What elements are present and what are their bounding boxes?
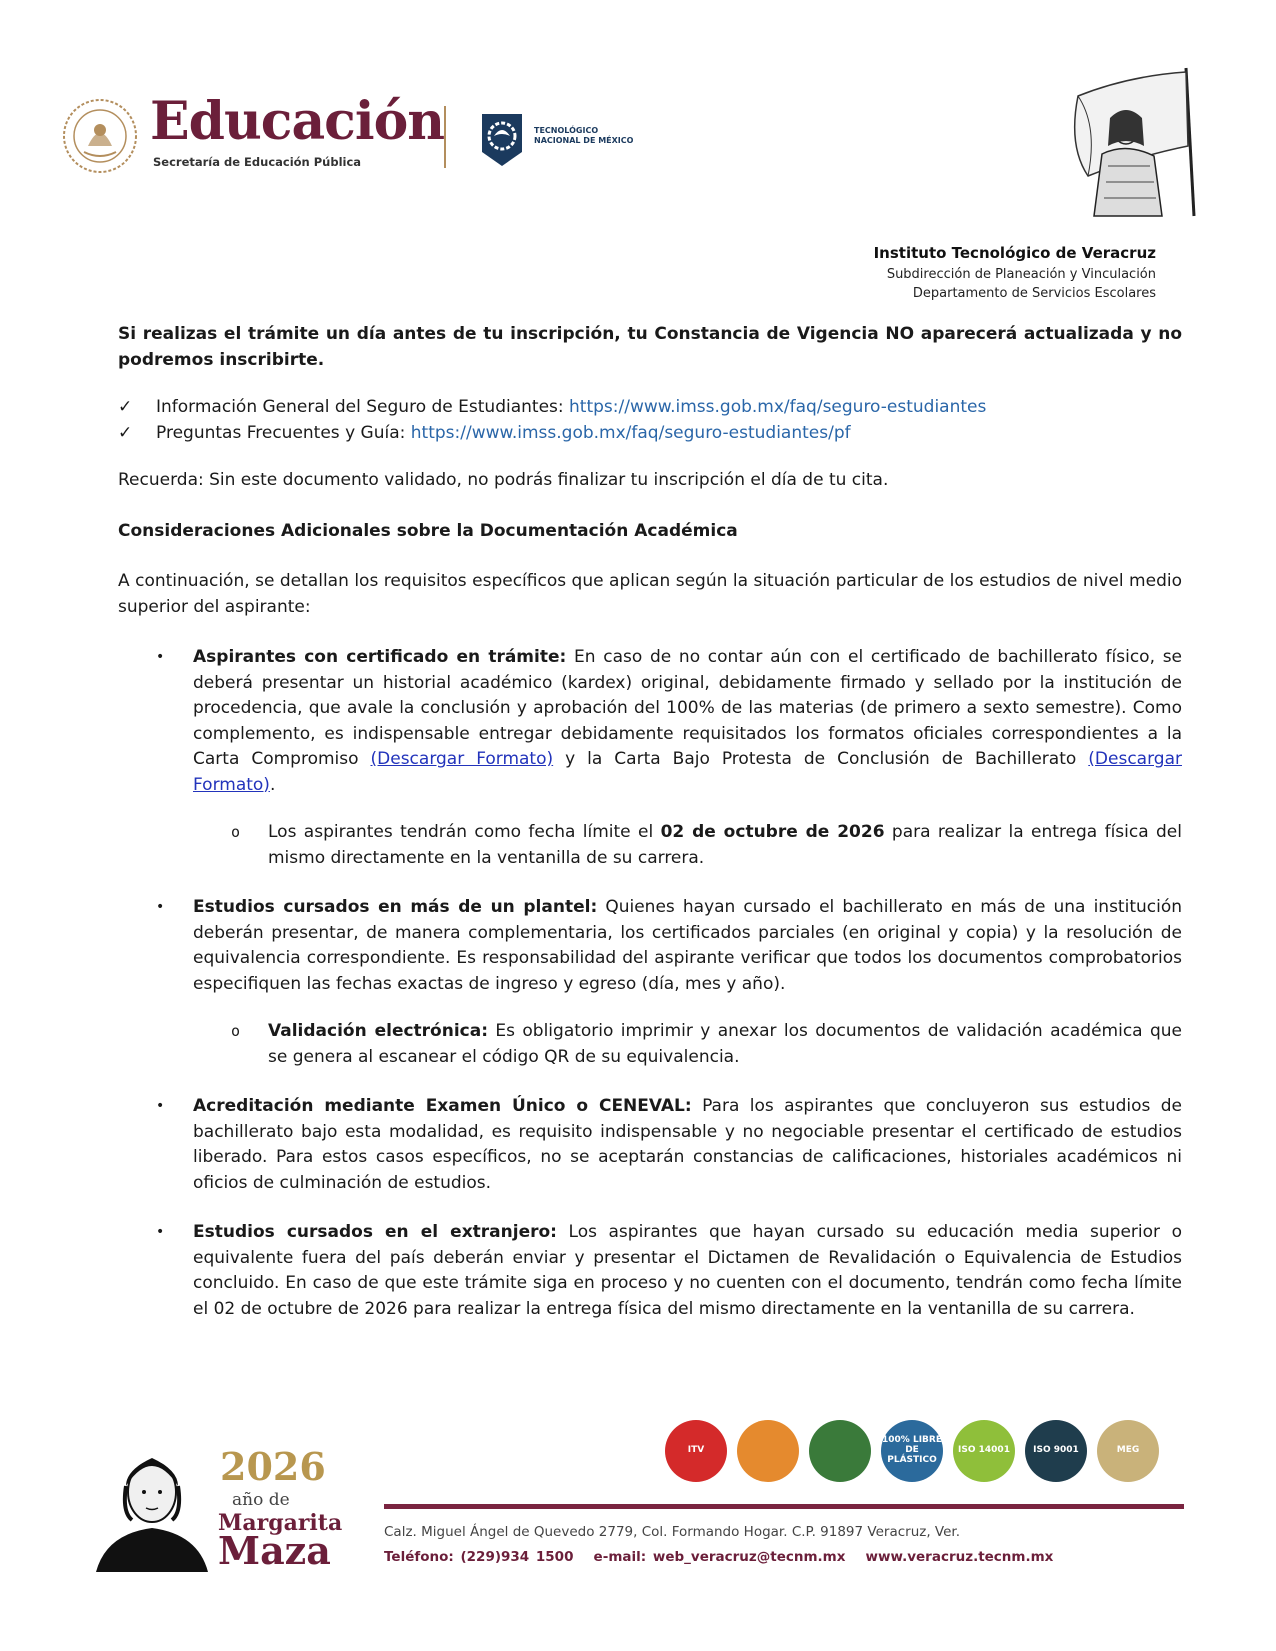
meg-seal-icon bbox=[1097, 1420, 1159, 1482]
institution-subdirection: Subdirección de Planeación y Vinculación bbox=[886, 266, 1156, 282]
intro-paragraph: A continuación, se detallan los requisitos específicos que aplican según la situación particular de los estudios de nivel medio superior del aspirante: bbox=[118, 571, 1182, 617]
bullet-title: Aspirantes con certificado en trámite: bbox=[193, 647, 567, 667]
footer-divider bbox=[384, 1504, 1184, 1509]
bullet-text: Para los aspirantes que concluyeron sus estudios de bachillerato bajo esta modalidad, es requisito indispensable y no negociable presentar el certificado de estudios liberado. Para estos casos específicos, no se aceptarán constancias de calificaciones, historiales académicos ni oficios de culminación de estudios. bbox=[193, 1096, 1182, 1193]
cert-label: ISO 14001 bbox=[958, 1445, 1010, 1456]
tecnm-line-2: NACIONAL DE MÉXICO bbox=[534, 136, 634, 145]
download-carta-protesta-link[interactable]: (Descargar Formato) bbox=[193, 749, 1182, 795]
deadline-date: 02 de octubre de 2026 bbox=[660, 822, 885, 842]
list-item bbox=[118, 645, 1182, 798]
list-item bbox=[118, 421, 1182, 447]
reminder-paragraph: Recuerda: Sin este documento validado, no podrás finalizar tu inscripción el día de tu cita. bbox=[118, 470, 889, 490]
document-body bbox=[118, 322, 1182, 1322]
bullet-icon: • bbox=[156, 1224, 165, 1240]
sub-text: Los aspirantes tendrán como fecha límite el bbox=[268, 822, 661, 842]
sub-bullet-icon: o bbox=[231, 1022, 241, 1040]
footer-address: Calz. Miguel Ángel de Quevedo 2779, Col. Formando Hogar. C.P. 91897 Veracruz, Ver. bbox=[384, 1524, 961, 1540]
itv-emblem-icon bbox=[665, 1420, 727, 1482]
checkmark-icon: ✓ bbox=[118, 397, 133, 417]
bullet-icon: • bbox=[156, 1098, 165, 1114]
bullet-icon: • bbox=[156, 899, 165, 915]
cert-label: ITV bbox=[687, 1445, 705, 1456]
links-list bbox=[118, 395, 1182, 446]
iso-14001-seal-icon bbox=[953, 1420, 1015, 1482]
bullet-text: y la Carta Bajo Protesta de Conclusión de Bachillerato bbox=[553, 749, 1089, 769]
imss-faq-link[interactable]: https://www.imss.gob.mx/faq/seguro-estudiantes/pf bbox=[410, 422, 851, 443]
list-item bbox=[118, 395, 1182, 421]
sub-text: para realizar la entrega física del mismo directamente en la ventanilla de su carrera. bbox=[268, 822, 1182, 868]
cert-label: ISO 9001 bbox=[1033, 1445, 1079, 1456]
section-title: Consideraciones Adicionales sobre la Documentación Académica bbox=[118, 520, 738, 541]
cert-label: MEG bbox=[1116, 1445, 1140, 1456]
bullet-text: . bbox=[269, 774, 276, 795]
bullet-text: Los aspirantes que hayan cursado su educación media superior o equivalente fuera del país deberán enviar y presentar el Dictamen de Revalidación o Equivalencia de Estudios concluido. En caso de que este trámite siga en proceso y no cuenten con el documento, tendrán como fecha límite el 02 de octubre de 2026 para realizar la entrega física del mismo directamente en la ventanilla de su carrera. bbox=[193, 1222, 1182, 1319]
brand-title: Educación bbox=[150, 91, 445, 152]
institution-department: Departamento de Servicios Escolares bbox=[912, 286, 1156, 301]
institution-name: Instituto Tecnológico de Veracruz bbox=[873, 244, 1156, 262]
maza-label: Maza bbox=[218, 1528, 331, 1573]
igualdad-laboral-seal-icon bbox=[737, 1420, 799, 1482]
download-carta-compromiso-link[interactable]: (Descargar Formato) bbox=[370, 749, 554, 769]
bullet-title: Estudios cursados en más de un plantel: bbox=[193, 897, 598, 917]
bullet-icon: • bbox=[156, 649, 165, 665]
list-item bbox=[118, 1094, 1182, 1196]
link-label: Preguntas Frecuentes y Guía: bbox=[156, 422, 411, 443]
bullet-title: Acreditación mediante Examen Único o CENEVAL: bbox=[193, 1096, 692, 1116]
year-2026: 2026 bbox=[220, 1444, 326, 1489]
sub-list-item bbox=[118, 1019, 1182, 1070]
heroine-with-flag-illustration bbox=[1058, 66, 1208, 218]
tecnm-wordmark bbox=[534, 126, 633, 146]
checkmark-icon: ✓ bbox=[118, 422, 133, 443]
brand-subtitle: Secretaría de Educación Pública bbox=[153, 155, 362, 169]
imss-general-link[interactable]: https://www.imss.gob.mx/faq/seguro-estudiantes bbox=[569, 397, 987, 417]
sub-list-item bbox=[118, 820, 1182, 871]
bullet-title: Estudios cursados en el extranjero: bbox=[193, 1222, 557, 1242]
footer-contact: Teléfono: (229)934 1500 e-mail: web_veracruz@tecnm.mx www.veracruz.tecnm.mx bbox=[384, 1549, 1054, 1565]
certification-seals bbox=[665, 1420, 1159, 1482]
mexican-coat-of-arms-icon bbox=[60, 96, 140, 176]
libre-plastico-icon bbox=[881, 1420, 943, 1482]
margarita-label: Margarita bbox=[218, 1510, 343, 1536]
anio-de: año de bbox=[232, 1490, 290, 1510]
bullet-text: Quienes hayan cursado el bachillerato en más de una institución deberán presentar, de manera complementaria, los certificados parciales (en original y copia) y la resolución de equivalencia correspondiente. Es responsabilidad del aspirante verificar que todos los documentos comprobatorios especifiquen las fechas exactas de ingreso y egreso (día, mes y año). bbox=[193, 897, 1183, 994]
tecnm-line-1: TECNOLÓGICO bbox=[534, 126, 599, 135]
sub-bullet-icon: o bbox=[231, 823, 241, 841]
sub-title: Validación electrónica: bbox=[268, 1021, 489, 1041]
sub-text: Es obligatorio imprimir y anexar los documentos de validación académica que se genera al escanear el código QR de su equivalencia. bbox=[268, 1021, 1182, 1067]
warning-paragraph: Si realizas el trámite un día antes de tu inscripción, tu Constancia de Vigencia NO aparecerá actualizada y no podremos inscribirte. bbox=[118, 324, 1182, 370]
institution-block bbox=[874, 242, 1156, 304]
bullet-text: En caso de no contar aún con el certificado de bachillerato físico, se deberá presentar un historial académico (kardex) original, debidamente firmado y sellado por la institución de procedencia, que avale la conclusión y aprobación del 100% de las materias (de primero a sexto semestre). Como complemento, es indispensable entregar debidamente requisitados los formatos oficiales correspondientes a la Carta Compromiso bbox=[193, 647, 1183, 769]
list-item bbox=[118, 895, 1182, 997]
margarita-maza-portrait-illustration bbox=[86, 1442, 218, 1572]
heart-leaf-icon bbox=[809, 1420, 871, 1482]
header-divider bbox=[444, 106, 446, 168]
tecnm-gear-eagle-icon bbox=[476, 106, 528, 170]
list-item bbox=[118, 1220, 1182, 1322]
cert-label: 100% LIBRE DE PLÁSTICO bbox=[882, 1435, 942, 1465]
link-label: Información General del Seguro de Estudiantes: bbox=[156, 397, 570, 417]
iso-9001-seal-icon bbox=[1025, 1420, 1087, 1482]
